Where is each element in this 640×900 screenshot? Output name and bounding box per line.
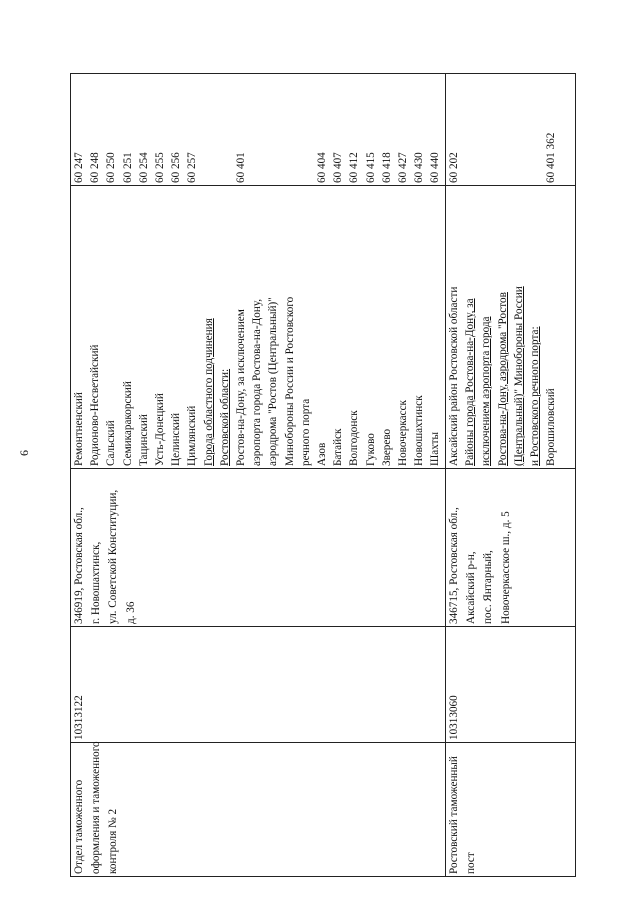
okato-spacer <box>201 76 217 183</box>
text-line: г. Новошахтинск, <box>90 541 103 624</box>
table-row <box>71 74 446 877</box>
okato-code: 60 257 <box>186 152 199 183</box>
table-row <box>446 74 576 877</box>
territory-line: Ростов-на-Дону, за исключением <box>235 309 248 466</box>
territory-line: Ремонтненский <box>73 392 85 466</box>
okato-code: 60 427 <box>397 152 410 183</box>
okato-spacer <box>249 76 265 183</box>
office-code: 10313122 <box>73 695 85 740</box>
okato-spacer <box>298 76 314 183</box>
territory-line: Новошахтинск <box>413 395 426 466</box>
territory-line: Батайск <box>332 428 345 466</box>
territory-line: речного порта <box>299 398 312 466</box>
territory-line: Тацинский <box>137 414 150 466</box>
text-line: Новочеркасское ш., д. 5 <box>499 511 512 624</box>
okato-code: 60 250 <box>105 152 118 183</box>
okato-code: 60 407 <box>332 152 345 183</box>
office-code-cell <box>446 627 576 743</box>
text-line: Аксайский р-н, <box>465 551 478 624</box>
okato-code: 60 412 <box>348 152 361 183</box>
territory-line: Родионово-Несветайский <box>89 344 102 466</box>
okato-spacer <box>282 76 298 183</box>
territory-line: Целинский <box>170 413 183 466</box>
territory-line: аэродрома "Ростов (Центральный)" <box>267 297 280 466</box>
okato-code: 60 430 <box>413 152 426 183</box>
territory-line: Аксайский район Ростовской области <box>448 286 460 466</box>
territory-line: Семикаракорский <box>121 381 134 466</box>
okato-spacer <box>478 76 494 183</box>
okato-code: 60 255 <box>154 152 167 183</box>
text-line: 346715, Ростовская обл., <box>448 507 460 624</box>
page-number: 6 <box>17 450 31 456</box>
rotated-table-wrapper <box>70 74 575 877</box>
office-code: 10313060 <box>448 695 460 740</box>
territory-line: (Центральный)" Минобороны России <box>512 286 525 466</box>
office-address-cell <box>446 469 576 627</box>
text-line: оформления и таможенного <box>90 741 103 874</box>
text-line: д. 36 <box>124 601 137 624</box>
okato-spacer <box>527 76 543 183</box>
territory-line: Шахты <box>429 432 442 466</box>
territory-line: Районы города Ростова-на-Дону, за <box>464 298 477 466</box>
office-name-cell <box>446 743 576 877</box>
customs-offices-table <box>70 73 576 877</box>
territory-line: Сальский <box>105 420 118 466</box>
territories-cell <box>446 186 576 469</box>
okato-cell <box>71 74 446 186</box>
territory-line: и Ростовского речного порта: <box>529 326 542 466</box>
office-name <box>446 745 480 874</box>
okato-spacer <box>265 76 281 183</box>
territory-line: Гуково <box>364 433 377 466</box>
okato-code: 60 401 362 <box>545 132 558 183</box>
okato-code: 60 404 <box>316 152 329 183</box>
okato-code: 60 202 <box>448 152 460 183</box>
office-address-cell <box>71 469 446 627</box>
okato-spacer <box>217 76 233 183</box>
territory-line: Ростовской области: <box>218 368 231 466</box>
territory-line: Азов <box>316 442 329 466</box>
territory-line: Усть-Донецкий <box>154 393 167 466</box>
okato-code: 60 248 <box>89 152 102 183</box>
okato-code: 60 415 <box>364 152 377 183</box>
territory-line: Зверево <box>380 428 393 466</box>
okato-spacer <box>511 76 527 183</box>
territory-line: Ворошиловский <box>545 388 558 466</box>
territory-line: Цимлянский <box>186 405 199 466</box>
text-line: Отдел таможенного <box>73 779 85 874</box>
text-line: пост <box>465 852 478 874</box>
okato-code: 60 418 <box>380 152 393 183</box>
okato-spacer <box>495 76 511 183</box>
territory-line: Новочеркасск <box>397 400 410 466</box>
text-line: Ростовский таможенный <box>448 756 460 874</box>
okato-code: 60 440 <box>429 152 442 183</box>
office-address <box>71 471 140 624</box>
okato-code: 60 251 <box>121 152 134 183</box>
okato-cell <box>446 74 576 186</box>
okato-code: 60 247 <box>73 152 85 183</box>
office-code-cell <box>71 627 446 743</box>
territory-line: исключением аэропорта города <box>480 316 493 466</box>
okato-code: 60 256 <box>170 152 183 183</box>
office-address <box>446 471 515 624</box>
text-line: контроля № 2 <box>107 808 120 874</box>
text-line: 346919, Ростовская обл., <box>73 507 85 624</box>
territory-line: аэропорта города Ростова-на-Дону, <box>251 298 264 466</box>
okato-code: 60 254 <box>137 152 150 183</box>
territory-line: Города областного подчинения <box>202 318 215 466</box>
okato-spacer <box>462 76 478 183</box>
territory-line: Волгодонск <box>348 410 361 466</box>
office-name-cell <box>71 743 446 877</box>
office-name <box>71 741 123 874</box>
territories-cell <box>71 186 446 469</box>
territory-line: Минобороны России и Ростовского <box>283 296 296 466</box>
okato-code: 60 401 <box>235 152 248 183</box>
territory-line: Ростова-на-Дону, аэродрома "Ростов <box>496 292 509 466</box>
text-line: ул. Советской Конституции, <box>107 489 120 624</box>
text-line: пос. Янтарный, <box>482 550 495 624</box>
